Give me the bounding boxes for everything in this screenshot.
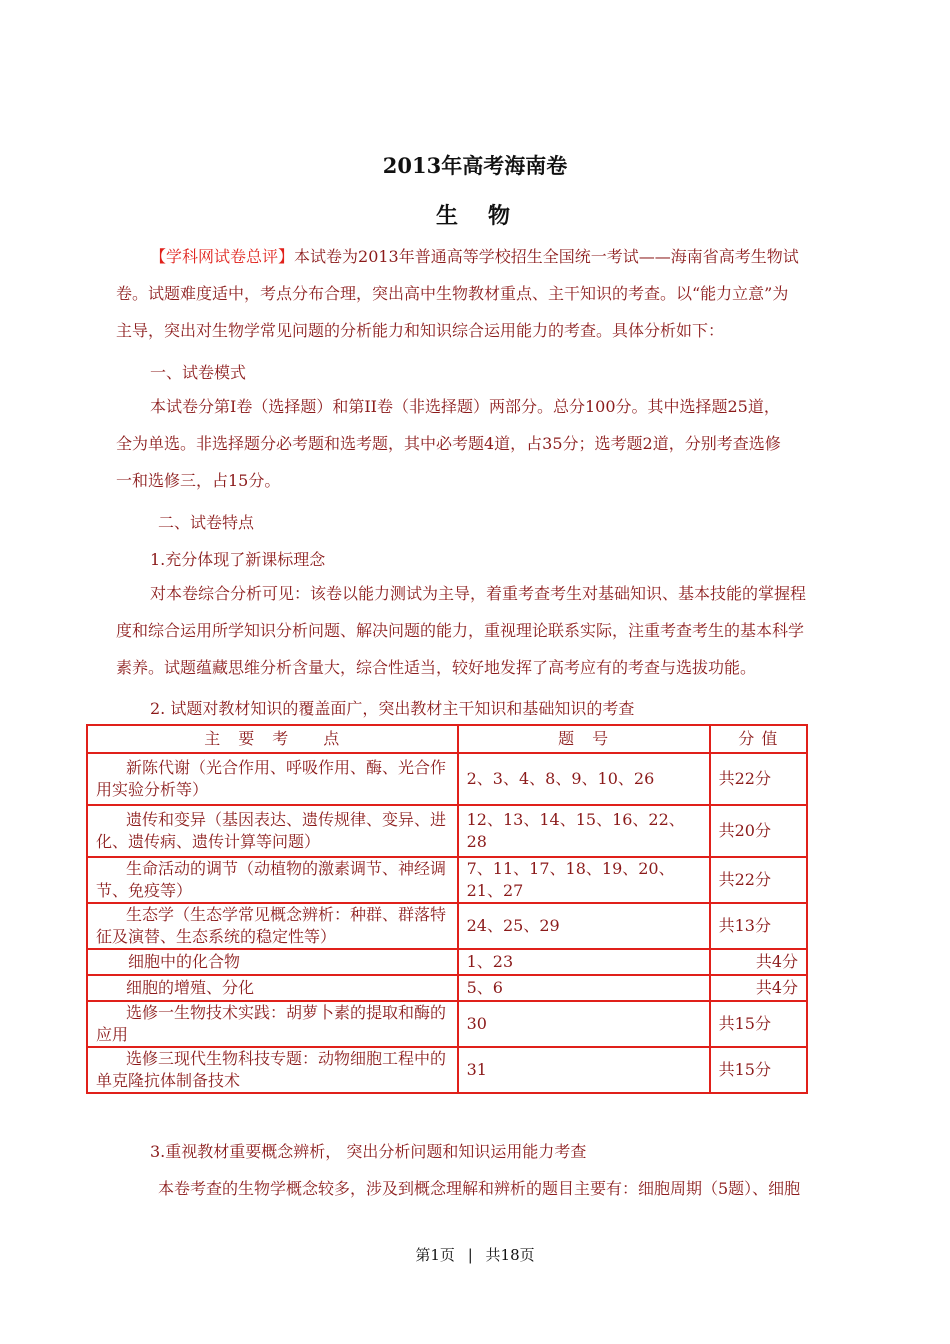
table-row [87,1047,807,1093]
summary-line-1: 本试卷为2013年普通高等学校招生全国统一考试——海南省高考生物试 [294,247,799,266]
mode-line-1: 本试卷分第I卷（选择题）和第II卷（非选择题）两部分。总分100分。其中选择题25道， [150,397,780,416]
topic-cell: 新陈代谢（光合作用、呼吸作用、酶、光合作用实验分析等） [87,753,458,805]
table-row [87,857,807,903]
items-cell: 1、23 [458,949,710,975]
section-heading-mode: 一、试卷模式 [150,363,247,382]
topic-table [86,724,808,1094]
summary-paragraph [116,238,840,349]
point-2-heading: 2. 试题对教材知识的覆盖面广，突出教材主干知识和基础知识的考查 [150,699,635,718]
mode-paragraph [116,388,840,499]
mode-line-2: 全为单选。非选择题分必考题和选考题，其中必考题4道，占35分；选考题2道，分别考查选修 [116,434,781,453]
score-cell: 共4分 [710,949,807,975]
point-3-line-1: 本卷考查的生物学概念较多，涉及到概念理解和辨析的题目主要有：细胞周期（5题）、细胞 [158,1179,801,1198]
topic-cell: 生态学（生态学常见概念辨析：种群、群落特征及演替、生态系统的稳定性等） [87,903,458,949]
topic-cell: 选修三现代生物科技专题：动物细胞工程中的单克隆抗体制备技术 [87,1047,458,1093]
footer-page-number: 第1页 [415,1246,455,1264]
topic-cell: 遗传和变异（基因表达、遗传规律、变异、进化、遗传病、遗传计算等问题） [87,805,458,857]
header-score: 分 值 [710,725,807,753]
summary-line-3: 主导，突出对生物学常见问题的分析能力和知识综合运用能力的考查。具体分析如下： [116,321,725,340]
score-cell: 共22分 [710,857,807,903]
table-row [87,805,807,857]
table-header-row [87,725,807,753]
topic-cell: 生命活动的调节（动植物的激素调节、神经调节、免疫等） [87,857,458,903]
score-cell: 共13分 [710,903,807,949]
table-row [87,1001,807,1047]
point-1-line-1: 对本卷综合分析可见：该卷以能力测试为主导，着重考查考生对基础知识、基本技能的掌握程 [150,584,807,603]
score-cell: 共15分 [710,1001,807,1047]
point-1-line-3: 素养。试题蕴藏思维分析含量大，综合性适当，较好地发挥了高考应有的考查与选拔功能。 [116,658,757,677]
subject-title: 生 物 [435,203,514,229]
topic-cell: 细胞的增殖、分化 [87,975,458,1001]
topic-cell: 选修一生物技术实践：胡萝卜素的提取和酶的应用 [87,1001,458,1047]
table-row [87,949,807,975]
table-row [87,903,807,949]
section-heading-features: 二、试卷特点 [158,513,255,532]
summary-line-2: 卷。试题难度适中，考点分布合理，突出高中生物教材重点、主干知识的考查。以“能力立意”为 [116,284,789,303]
table-row [87,753,807,805]
mode-line-3: 一和选修三，占15分。 [116,471,281,490]
score-cell: 共22分 [710,753,807,805]
page-footer [0,1244,950,1265]
point-3-heading: 3.重视教材重要概念辨析， 突出分析问题和知识运用能力考查 [150,1142,587,1161]
items-cell: 2、3、4、8、9、10、26 [458,753,710,805]
items-cell: 5、6 [458,975,710,1001]
items-cell: 7、11、17、18、19、20、21、27 [458,857,710,903]
header-items: 题 号 [458,725,710,753]
items-cell: 12、13、14、15、16、22、28 [458,805,710,857]
page-title: 2013年高考海南卷 [382,153,568,178]
score-cell: 共20分 [710,805,807,857]
point-1-paragraph [116,575,840,686]
footer-separator: | [467,1246,473,1264]
table-row [87,975,807,1001]
topic-cell: 细胞中的化合物 [87,949,458,975]
point-1-heading: 1.充分体现了新课标理念 [150,550,326,569]
items-cell: 24、25、29 [458,903,710,949]
point-1-line-2: 度和综合运用所学知识分析问题、解决问题的能力，重视理论联系实际，注重考查考生的基本科学 [116,621,805,640]
items-cell: 31 [458,1047,710,1093]
score-cell: 共4分 [710,975,807,1001]
score-cell: 共15分 [710,1047,807,1093]
items-cell: 30 [458,1001,710,1047]
summary-tag: 【学科网试卷总评】 [150,247,295,266]
header-topic: 主 要 考 点 [87,725,458,753]
footer-total-pages: 共18页 [485,1246,535,1264]
